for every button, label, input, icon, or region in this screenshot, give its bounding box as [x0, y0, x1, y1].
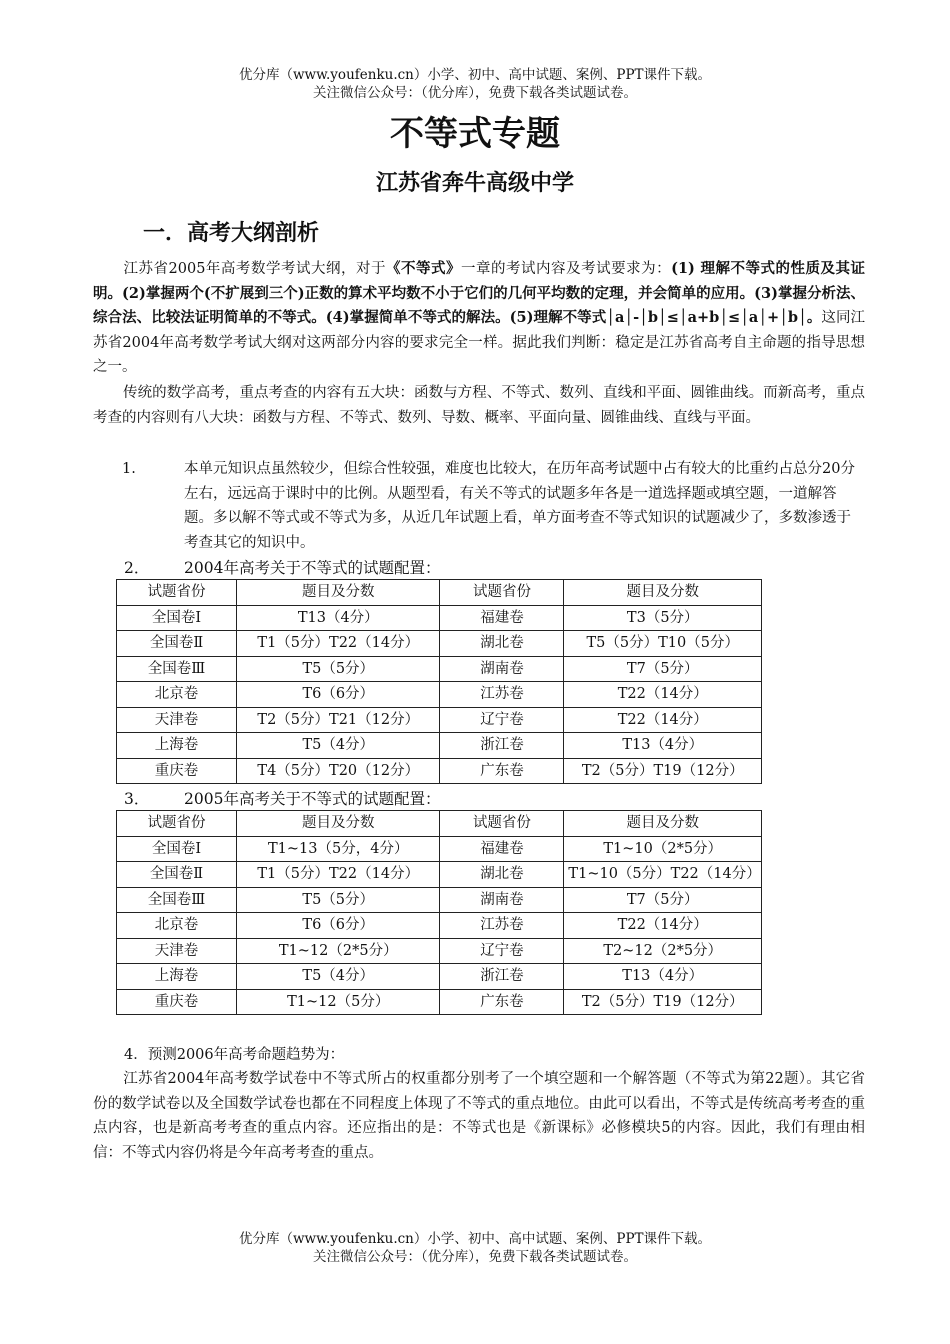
table-cell: 浙江卷 — [440, 733, 564, 759]
table-cell: 湖南卷 — [440, 656, 564, 682]
section-heading-1: 一．高考大纲剖析 — [143, 220, 320, 246]
table-row — [117, 758, 762, 784]
table-cell: T13（4分） — [237, 605, 440, 631]
table-2004-caption-text: 2004年高考关于不等式的试题配置： — [184, 559, 441, 577]
column-header: 试题省份 — [117, 580, 237, 606]
table-cell: T1~13（5分，4分） — [236, 836, 439, 862]
table-cell: T7（5分） — [564, 887, 762, 913]
table-cell: T4（5分）T20（12分） — [237, 758, 440, 784]
table-cell: T5（5分） — [237, 656, 440, 682]
table-cell: T13（4分） — [564, 733, 762, 759]
table-cell: T6（6分） — [236, 913, 439, 939]
table-header-row — [117, 811, 762, 837]
para1-a: 江苏省2005年高考数学考试大纲，对于 — [123, 261, 386, 277]
table-cell: T13（4分） — [564, 964, 762, 990]
table-cell: T5（4分） — [237, 733, 440, 759]
table-cell: T22（14分） — [564, 682, 762, 708]
table-cell: T5（5分）T10（5分） — [564, 631, 762, 657]
table-cell: T1（5分）T22（14分） — [236, 862, 439, 888]
table-cell: 天津卷 — [117, 707, 237, 733]
table-cell: T7（5分） — [564, 656, 762, 682]
table-row — [117, 836, 762, 862]
table-row — [117, 682, 762, 708]
table-row — [117, 631, 762, 657]
table-cell: T1~10（5分）T22（14分） — [564, 862, 762, 888]
table-cell: 湖北卷 — [440, 631, 564, 657]
table-2004-caption — [124, 556, 440, 578]
document-title: 不等式专题 — [390, 114, 560, 154]
table-cell: 重庆卷 — [117, 758, 237, 784]
table-row — [117, 707, 762, 733]
table-2005-number: 3． — [124, 790, 150, 808]
table-cell: 北京卷 — [117, 682, 237, 708]
para2-text: 传统的数学高考，重点考查的内容有五大块：函数与方程、不等式、数列、直线和平面、圆锥曲线。而新高考，重点考查的内容则有八大块：函数与方程、不等式、数列、导数、概率、平面向量、圆锥曲线、直线与平面。 — [93, 385, 865, 426]
table-row — [117, 989, 762, 1015]
para1-b: 《不等式》 — [386, 260, 462, 277]
table-2005 — [116, 810, 762, 1015]
para1-e: 这同江苏省2004年高考数学考试大纲对这两部分内容的要求完全一样。据此我们判断：稳定是江苏省高考自主命题的指导思想之一。 — [93, 310, 866, 375]
table-cell: 江苏卷 — [440, 682, 564, 708]
table-row — [117, 656, 762, 682]
table-cell: 全国卷Ⅱ — [117, 631, 237, 657]
list-item-1 — [122, 457, 862, 555]
para1-d: (1) 理解不等式的性质及其证明。(2)掌握两个(不扩展到三个)正数的算术平均数不小于它们的几何平均数的定理，并会简单的应用。(3)掌握分析法、综合法、比较法证明简单的不等式。(4)掌握简单不等式的解法。(5)理解不等式│a│-│b│≤│a+b│≤│a│+│b│。 — [93, 260, 866, 326]
table-cell: T2（5分）T19（12分） — [564, 758, 762, 784]
list-item-4-heading: 4．预测2006年高考命题趋势为： — [124, 1047, 345, 1063]
list-item-1-text: 本单元知识点虽然较少，但综合性较强，难度也比较大，在历年高考试题中占有较大的比重约占总分20分左右，远远高于课时中的比例。从题型看，有关不等式的试题多年各是一道选择题或填空题，一道解答题。多以解不等式或不等式为多，从近几年试题上看，单方面考查不等式知识的试题减少了，多数渗透于考查其它的知识中。 — [184, 461, 855, 551]
table-cell: 天津卷 — [117, 938, 237, 964]
table-cell: T6（6分） — [237, 682, 440, 708]
document-subtitle: 江苏省奔牛高级中学 — [375, 170, 574, 196]
table-cell: 湖南卷 — [440, 887, 564, 913]
table-2005-caption-text: 2005年高考关于不等式的试题配置： — [184, 790, 441, 808]
footer-line-2: 关注微信公众号：（优分库），免费下载各类试题试卷。 — [313, 1249, 637, 1265]
para1-c: 一章的考试内容及考试要求为： — [461, 261, 672, 277]
table-cell: 上海卷 — [117, 964, 237, 990]
table-cell: 福建卷 — [440, 836, 564, 862]
table-cell: 全国卷Ⅰ — [117, 836, 237, 862]
paragraph-comparison — [93, 381, 865, 430]
table-row — [117, 605, 762, 631]
table-cell: 湖北卷 — [440, 862, 564, 888]
table-row — [117, 964, 762, 990]
table-2004 — [116, 579, 762, 784]
table-row — [117, 733, 762, 759]
table-cell: T1~12（2*5分） — [236, 938, 439, 964]
table-cell: T1~10（2*5分） — [564, 836, 762, 862]
table-cell: T22（14分） — [564, 913, 762, 939]
table-cell: 辽宁卷 — [440, 938, 564, 964]
table-cell: T2（5分）T19（12分） — [564, 989, 762, 1015]
header-line-2: 关注微信公众号：（优分库），免费下载各类试题试卷。 — [313, 85, 637, 101]
column-header: 题目及分数 — [236, 811, 439, 837]
list-item-4-text — [93, 1067, 865, 1165]
table-header-row — [117, 580, 762, 606]
table-cell: 全国卷Ⅲ — [117, 887, 237, 913]
table-cell: T1~12（5分） — [236, 989, 439, 1015]
column-header: 试题省份 — [117, 811, 237, 837]
page-header — [0, 66, 950, 102]
table-cell: 上海卷 — [117, 733, 237, 759]
header-line-1: 优分库（www.youfenku.cn）小学、初中、高中试题、案例、PPT课件下载。 — [238, 67, 712, 83]
paragraph-syllabus — [93, 257, 865, 380]
table-cell: 全国卷Ⅱ — [117, 862, 237, 888]
table-row — [117, 862, 762, 888]
table-cell: 广东卷 — [440, 758, 564, 784]
table-cell: T1（5分）T22（14分） — [237, 631, 440, 657]
table-cell: T22（14分） — [564, 707, 762, 733]
table-cell: 浙江卷 — [440, 964, 564, 990]
table-2004-number: 2． — [124, 559, 150, 577]
table-cell: T2（5分）T21（12分） — [237, 707, 440, 733]
table-cell: T3（5分） — [564, 605, 762, 631]
table-cell: 福建卷 — [440, 605, 564, 631]
table-row — [117, 913, 762, 939]
table-cell: T5（5分） — [236, 887, 439, 913]
table-cell: 江苏卷 — [440, 913, 564, 939]
table-cell: 重庆卷 — [117, 989, 237, 1015]
table-cell: 广东卷 — [440, 989, 564, 1015]
list-item-1-number: 1. — [122, 461, 136, 477]
table-cell: 全国卷Ⅰ — [117, 605, 237, 631]
column-header: 题目及分数 — [564, 811, 762, 837]
table-row — [117, 887, 762, 913]
footer-line-1: 优分库（www.youfenku.cn）小学、初中、高中试题、案例、PPT课件下载。 — [238, 1231, 712, 1247]
table-cell: 北京卷 — [117, 913, 237, 939]
column-header: 题目及分数 — [564, 580, 762, 606]
table-2005-caption — [124, 787, 440, 809]
item4-text: 江苏省2004年高考数学试卷中不等式所占的权重都分别考了一个填空题和一个解答题（不等式为第22题）。其它省份的数学试卷以及全国数学试卷也都在不同程度上体现了不等式的重点地位。由此可以看出，不等式是传统高考考查的重点内容，也是新高考考查的重点内容。还应指出的是：不等式也是《新课标》必修模块5的内容。因此，我们有理由相信：不等式内容仍将是今年高考考查的重点。 — [93, 1071, 865, 1161]
column-header: 题目及分数 — [237, 580, 440, 606]
page-footer — [0, 1230, 950, 1266]
column-header: 试题省份 — [440, 811, 564, 837]
column-header: 试题省份 — [440, 580, 564, 606]
table-cell: T5（4分） — [236, 964, 439, 990]
table-cell: 辽宁卷 — [440, 707, 564, 733]
table-row — [117, 938, 762, 964]
table-cell: T2~12（2*5分） — [564, 938, 762, 964]
table-cell: 全国卷Ⅲ — [117, 656, 237, 682]
